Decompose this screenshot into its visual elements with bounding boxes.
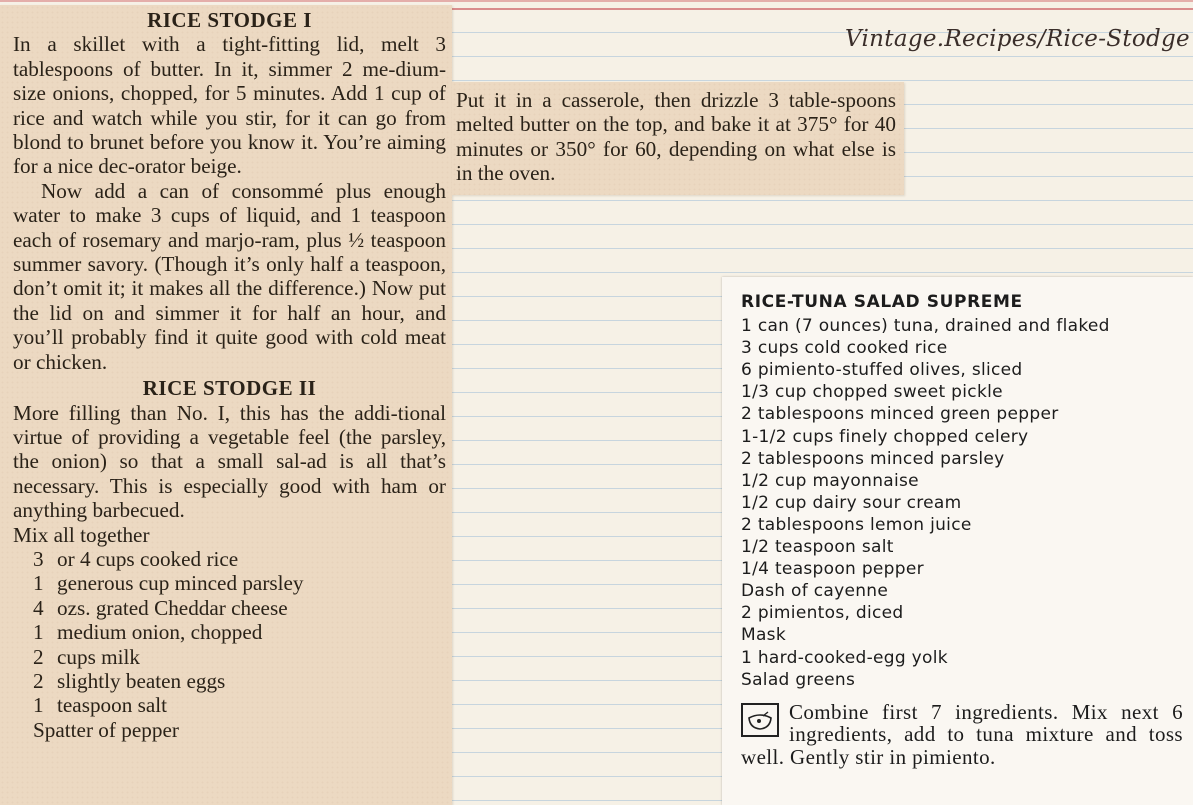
list-item: 2 cups milk	[33, 644, 140, 669]
stodge-1-paragraph-1: In a skillet with a tight-fitting lid, melt 3 tablespoons of butter. In it, simmer 2 me-dium-size onions, chopped, for 5 minutes. Add 1 cup of rice and watch while you stir, for it can go from blond to brunet before you know it. You’re aiming for a nice dec-orator beige.	[13, 32, 446, 179]
list-item: 1/3 cup chopped sweet pickle	[741, 382, 1003, 403]
list-item: Mask	[741, 625, 786, 646]
list-item: 1 generous cup minced parsley	[33, 571, 304, 596]
tuna-method	[741, 701, 1183, 769]
list-item: 3 cups cold cooked rice	[741, 338, 948, 359]
list-item: Dash of cayenne	[741, 581, 889, 602]
stodge-2-mix-line: Mix all together	[13, 522, 150, 547]
recipe-title-stodge-1: RICE STODGE I	[147, 8, 312, 32]
recipe-title-stodge-2: RICE STODGE II	[142, 376, 317, 401]
tuna-method-text: Combine first 7 ingredients. Mix next 6 ingredients, add to tuna mixture and toss well. Gently stir in pimiento.	[741, 699, 1183, 769]
rice-tuna-salad-clipping	[722, 277, 1193, 805]
tuna-ingredient-list	[741, 315, 1183, 691]
list-item: 1 teaspoon salt	[33, 693, 168, 718]
list-item: 2 tablespoons minced green pepper	[741, 404, 1059, 425]
stodge-2-ingredient-list	[13, 547, 446, 742]
mixing-bowl-icon	[741, 703, 779, 737]
list-item: 4 ozs. grated Cheddar cheese	[33, 595, 288, 620]
stodge-2-continuation-text: Put it in a casserole, then drizzle 3 table-spoons melted butter on the top, and bake it at 375° for 40 minutes or 350° for 60, depending on what else is in the oven.	[456, 88, 896, 186]
list-item: 1 medium onion, chopped	[33, 620, 263, 645]
list-item: 1/4 teaspoon pepper	[741, 559, 924, 580]
list-item: 1 hard-cooked-egg yolk	[741, 647, 948, 668]
list-item: 6 pimiento-stuffed olives, sliced	[741, 360, 1023, 381]
list-item: 1-1/2 cups finely chopped celery	[741, 426, 1029, 447]
stodge-2-intro: More filling than No. I, this has the addi-tional virtue of providing a vegetable feel (the parsley, the onion) so that a small sal-ad is all that’s necessary. This is especially good with ham or anything barbecued.	[13, 400, 446, 523]
rice-stodge-clipping	[0, 5, 452, 805]
list-item: 1/2 cup dairy sour cream	[741, 492, 962, 513]
list-item: 3 or 4 cups cooked rice	[33, 546, 239, 571]
list-item: 1/2 cup mayonnaise	[741, 470, 919, 491]
list-item: Spatter of pepper	[33, 717, 179, 742]
stodge-2-continuation-clipping	[452, 82, 904, 195]
stodge-1-paragraph-2: Now add a can of consommé plus enough water to make 3 cups of liquid, and 1 teaspoon each of rosemary and marjo-ram, plus ½ teaspoon summer savory. (Though it’s only half a teaspoon, don’t omit it; it makes all the difference.) Now put the lid on and simmer it for half an hour, and you’ll probably find it quite good with cold meat or chicken.	[13, 178, 446, 374]
list-item: 2 slightly beaten eggs	[33, 668, 226, 693]
recipe-title-tuna: RICE-TUNA SALAD SUPREME	[741, 292, 1023, 312]
list-item: 2 pimientos, diced	[741, 603, 904, 624]
watermark: Vintage.Recipes/Rice-Stodge	[845, 26, 1190, 52]
list-item: 1/2 teaspoon salt	[741, 537, 894, 558]
list-item: 2 tablespoons minced parsley	[741, 448, 1005, 469]
list-item: 2 tablespoons lemon juice	[741, 514, 972, 535]
list-item: Salad greens	[741, 669, 856, 690]
list-item: 1 can (7 ounces) tuna, drained and flaked	[741, 316, 1110, 337]
